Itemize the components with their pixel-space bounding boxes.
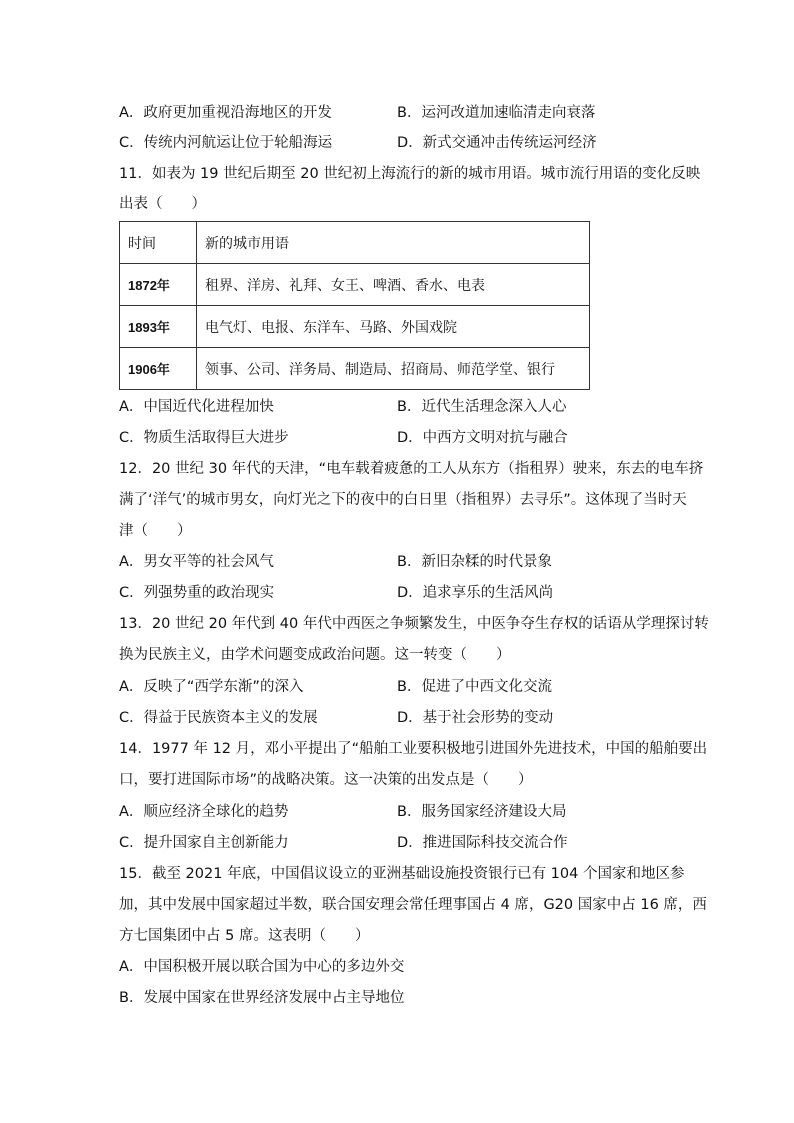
q12-stem-line2: 满了‘洋气’的城市男女，向灯光之下的夜中的白日里（指租界）去寻乐”。这体现了当时天 bbox=[119, 492, 687, 508]
q13-stem-line1: 13．20 世纪 20 年代到 40 年代中西医之争频繁发生，中医争夺生存权的话语从学理探讨转 bbox=[119, 616, 709, 632]
q10-option-b: B．运河改道加速临清走向衰落 bbox=[397, 105, 596, 121]
q14-stem-line1: 14．1977 年 12 月，邓小平提出了“船舶工业要积极地引进国外先进技术，中国的船舶要出 bbox=[119, 741, 708, 757]
q11-option-c: C．物质生活取得巨大进步 bbox=[119, 430, 289, 446]
q14-option-a: A．顺应经济全球化的趋势 bbox=[119, 804, 289, 820]
q11-option-d: D．中西方文明对抗与融合 bbox=[397, 430, 568, 446]
q13-option-d: D．基于社会形势的变动 bbox=[397, 710, 554, 726]
q13-option-b: B．促进了中西文化交流 bbox=[397, 679, 552, 695]
q10-option-a: A．政府更加重视沿海地区的开发 bbox=[119, 105, 332, 121]
q12-stem-line1: 12．20 世纪 30 年代的天津，“电车载着疲惫的工人从东方（指租界）驶来，东去的电车挤 bbox=[119, 461, 704, 477]
q14-option-c: C．提升国家自主创新能力 bbox=[119, 835, 289, 851]
q15-option-a: A．中国积极开展以联合国为中心的多边外交 bbox=[119, 959, 405, 975]
q12-option-d: D．追求享乐的生活风尚 bbox=[397, 585, 554, 601]
table-cell-terms: 租界、洋房、礼拜、女王、啤酒、香水、电表 bbox=[197, 264, 590, 306]
table-header-time: 时间 bbox=[120, 222, 197, 264]
table-header-row bbox=[120, 222, 590, 264]
q15-stem-line1: 15．截至 2021 年底，中国倡议设立的亚洲基础设施投资银行已有 104 个国家和地区参 bbox=[119, 866, 685, 882]
table-cell-year: 1872年 bbox=[120, 264, 197, 306]
table-cell-year: 1893年 bbox=[120, 306, 197, 348]
table-row bbox=[120, 348, 590, 390]
q14-option-b: B．服务国家经济建设大局 bbox=[397, 804, 567, 820]
q11-option-a: A．中国近代化进程加快 bbox=[119, 399, 274, 415]
q13-stem-line2: 换为民族主义，由学术问题变成政治问题。这一转变（ ） bbox=[119, 647, 511, 663]
q12-option-b: B．新旧杂糅的时代景象 bbox=[397, 554, 552, 570]
table-cell-terms: 电气灯、电报、东洋车、马路、外国戏院 bbox=[197, 306, 590, 348]
q15-stem-line3: 方七国集团中占 5 席。这表明（ ） bbox=[119, 928, 370, 944]
q12-option-a: A．男女平等的社会风气 bbox=[119, 554, 274, 570]
q11-option-b: B．近代生活理念深入人心 bbox=[397, 399, 567, 415]
table-row bbox=[120, 306, 590, 348]
q10-option-d: D．新式交通冲击传统运河经济 bbox=[397, 135, 597, 151]
q12-stem-line3: 津（ ） bbox=[119, 523, 192, 539]
q12-option-c: C．列强势重的政治现实 bbox=[119, 585, 275, 601]
q14-stem-line2: 口，要打进国际市场”的战略决策。这一决策的出发点是（ ） bbox=[119, 772, 533, 788]
table-row bbox=[120, 264, 590, 306]
q14-option-d: D．推进国际科技交流合作 bbox=[397, 835, 568, 851]
q13-option-a: A．反映了“西学东渐”的深入 bbox=[119, 679, 304, 695]
q10-option-c: C．传统内河航运让位于轮船海运 bbox=[119, 135, 333, 151]
table-cell-year: 1906年 bbox=[120, 348, 197, 390]
q15-option-b: B．发展中国家在世界经济发展中占主导地位 bbox=[119, 990, 405, 1006]
q11-stem-line2: 出表（ ） bbox=[119, 196, 206, 212]
table-cell-terms: 领事、公司、洋务局、制造局、招商局、师范学堂、银行 bbox=[197, 348, 590, 390]
q11-stem-line1: 11．如表为 19 世纪后期至 20 世纪初上海流行的新的城市用语。城市流行用语的变化反映 bbox=[119, 166, 701, 182]
table-header-terms: 新的城市用语 bbox=[197, 222, 590, 264]
q13-option-c: C．得益于民族资本主义的发展 bbox=[119, 710, 318, 726]
q11-table bbox=[119, 221, 590, 390]
q15-stem-line2: 加，其中发展中国家超过半数，联合国安理会常任理事国占 4 席，G20 国家中占 16 席，西 bbox=[119, 897, 707, 913]
